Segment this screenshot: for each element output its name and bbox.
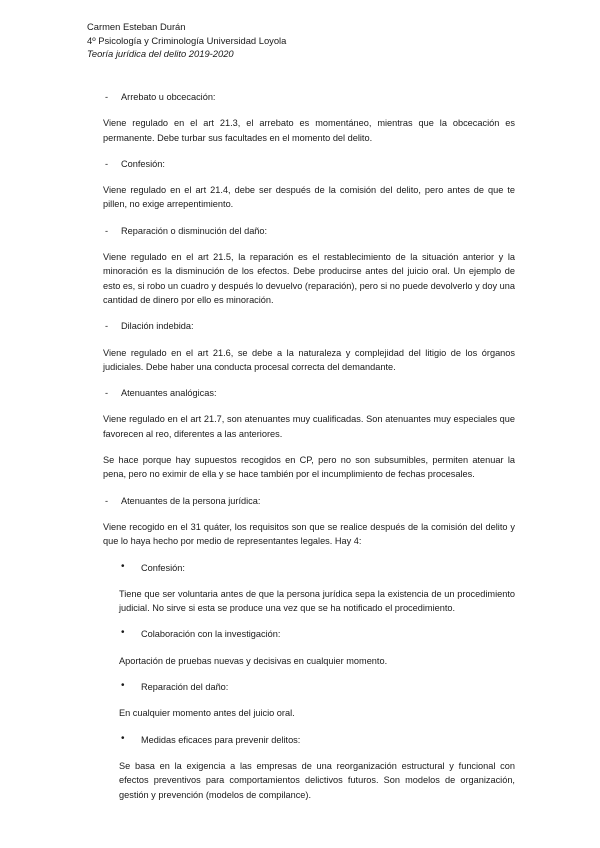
bullet-colaboracion-text: Aportación de pruebas nuevas y decisivas en cualquier momento.: [119, 655, 388, 666]
page-header: [87, 20, 286, 61]
paragraph-analogicas: Viene regulado en el art 21.7, son atenuantes muy cualificadas. Son atenuantes muy especiales que favorecen al reo, diferentes a las anteriores.: [103, 414, 515, 439]
section-heading-persona-juridica: - Atenuantes de la persona jurídica:: [103, 494, 515, 508]
subject-name: Teoría jurídica del delito 2019-2020: [87, 48, 234, 59]
bullet-medidas: • Medidas eficaces para prevenir delitos:: [119, 733, 515, 747]
bullet-confesion-text: Tiene que ser voluntaria antes de que la persona jurídica sepa la existencia de un procedimiento judicial. No sirve si esta se produce una vez que se ha notificado el procedimiento.: [119, 588, 515, 614]
section-heading-analogicas: - Atenuantes analógicas:: [103, 386, 515, 400]
bullet-reparacion-text: En cualquier momento antes del juicio oral.: [119, 708, 295, 719]
paragraph-persona-juridica: Viene recogido en el 31 quáter, los requisitos son que se realice después de la comisión del delito y que lo haya hecho por medio de representantes legales. Hay 4:: [103, 521, 515, 547]
section-heading-reparacion: - Reparación o disminución del daño:: [103, 224, 515, 238]
bullet-colaboracion: • Colaboración con la investigación:: [119, 627, 515, 641]
paragraph-dilacion: Viene regulado en el art 21.6, se debe a la naturaleza y complejidad del litigio de los órganos judiciales. Debe haber una conducta procesal correcta del demandante.: [103, 347, 515, 372]
bullet-medidas-text: Se basa en la exigencia a las empresas de una reorganización estructural y funcional con efectos preventivos para comportamientos delictivos futuros. Son modelos de organización, gestión y prevención (modelos de compilance).: [119, 760, 515, 800]
section-heading-arrebato: - Arrebato u obcecación:: [103, 90, 515, 104]
section-heading-dilacion: - Dilación indebida:: [103, 319, 515, 333]
course-name: 4º Psicología y Criminología Universidad Loyola: [87, 34, 287, 46]
document-body: [103, 90, 515, 814]
paragraph-reparacion: Viene regulado en el art 21.5, la reparación es el restablecimiento de la situación anterior y la minoración es la disminución de los efectos. Debe producirse antes del juicio oral. Un ejemplo de esto es, si robo un cuadro y después lo devuelvo (reparación), pero si no puede devolverlo y doy una cantidad de dinero por ello es minoración.: [103, 252, 515, 305]
paragraph-arrebato: Viene regulado en el art 21.3, el arrebato es momentáneo, mientras que la obcecación es permanente. Debe turbar sus facultades en el momento del delito.: [103, 118, 515, 143]
bullet-confesion: • Confesión:: [119, 561, 515, 575]
section-heading-confesion: - Confesión:: [103, 157, 515, 171]
author-name: Carmen Esteban Durán: [87, 21, 186, 32]
paragraph-confesion: Viene regulado en el art 21.4, debe ser después de la comisión del delito, pero antes de que te pillen, no exige arrepentimiento.: [103, 185, 515, 210]
bullet-reparacion: • Reparación del daño:: [119, 680, 515, 694]
paragraph-analogicas-2: Se hace porque hay supuestos recogidos en CP, pero no son subsumibles, permiten atenuar la pena, pero no eximir de ella y se hace también por el incumplimiento de fechas procesales.: [103, 455, 515, 480]
